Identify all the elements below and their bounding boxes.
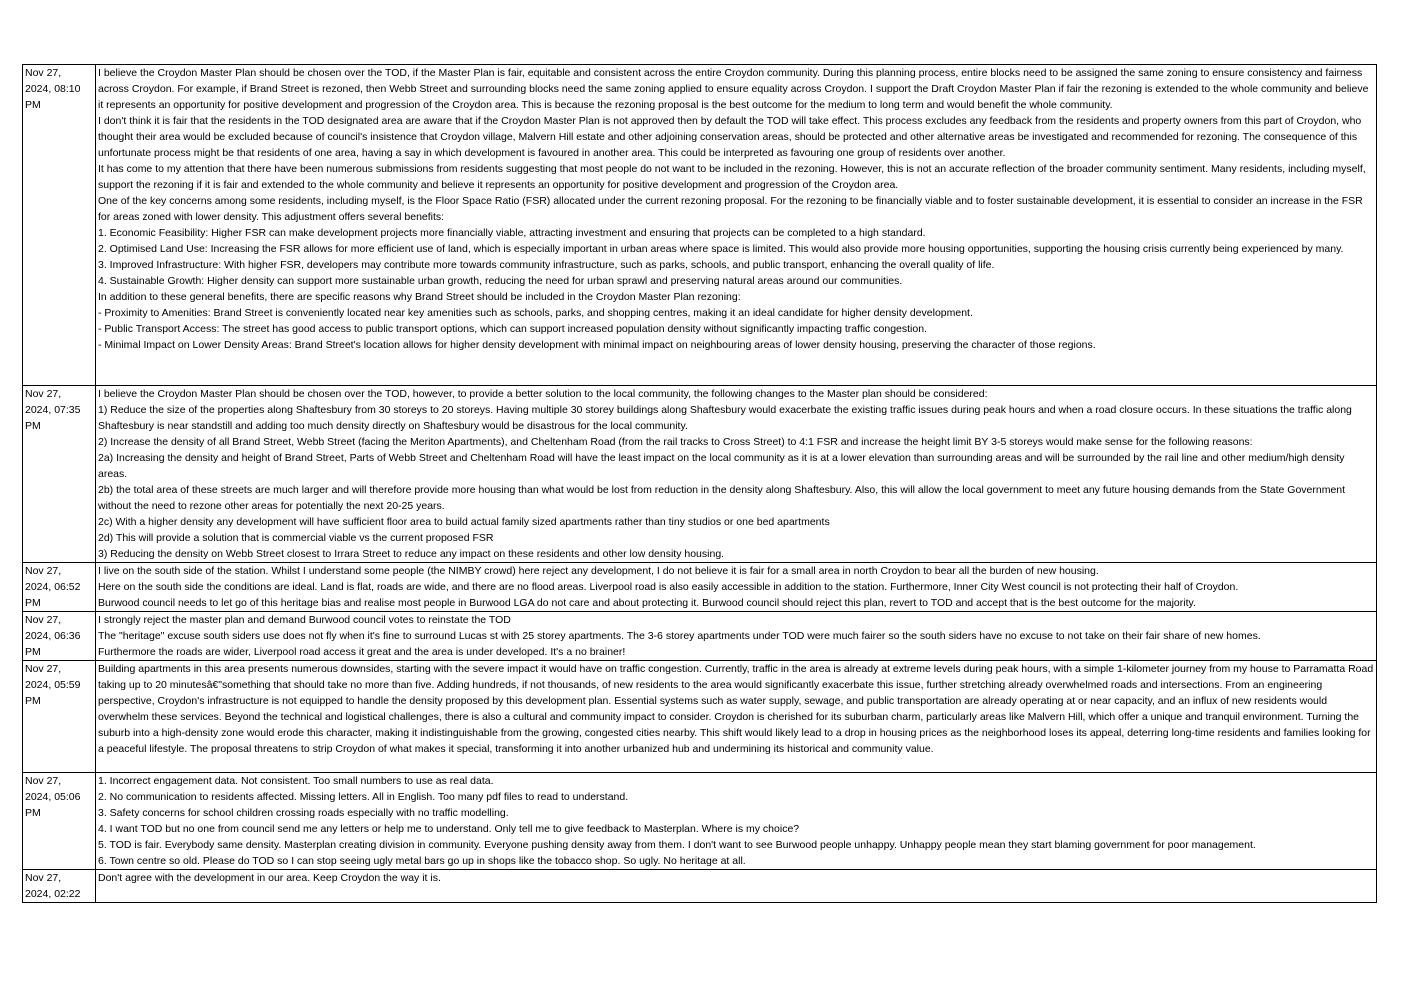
comment-paragraph: 3) Reducing the density on Webb Street closest to Irrara Street to reduce any impact on these residents and other low density housing. xyxy=(98,548,725,560)
comment-text xyxy=(96,661,1377,773)
comment-paragraph: I strongly reject the master plan and demand Burwood council votes to reinstate the TOD xyxy=(98,614,511,626)
comment-paragraph: 1. Economic Feasibility: Higher FSR can make development projects more financially viable, attracting investment and ensuring that projects can be completed to a high standard. xyxy=(98,227,926,239)
comment-paragraph: 2b) the total area of these streets are much larger and will therefore provide more housing than what would be lost from reduction in the density along Shaftesbury. Also, this will allow the local government to meet any future housing demands from the State Government without the need to rezone other areas for potentially the next 20-25 years. xyxy=(98,484,1346,512)
comment-paragraph: 1) Reduce the size of the properties along Shaftesbury from 30 storeys to 20 storeys. Having multiple 30 storey buildings along Shaftesbury would exacerbate the existing traffic issues during peak hours and when a road closure occurs. In these situations the traffic along Shaftesbury is near standstill and adding too much density directly on Shaftesbury would be disastrous for the local community. xyxy=(98,404,1352,432)
comment-paragraph: 5. TOD is fair. Everybody same density. Masterplan creating division in community. Everyone pushing density away from them. I don't want to see Burwood people unhappy. Unhappy people mean they start blaming government for poor management. xyxy=(98,839,1256,851)
comment-text xyxy=(96,563,1377,612)
comment-text xyxy=(96,386,1377,563)
comment-paragraph: 3. Improved Infrastructure: With higher FSR, developers may contribute more towards community infrastructure, such as parks, schools, and public transport, enhancing the overall quality of life. xyxy=(98,259,995,271)
comment-paragraph: Burwood council needs to let go of this heritage bias and realise most people in Burwood LGA do not care and about protecting it. Burwood council should reject this plan, revert to TOD and accept that is the best outcome for the majority. xyxy=(98,597,1196,609)
comment-paragraph: 4. Sustainable Growth: Higher density can support more sustainable urban growth, reducing the need for urban sprawl and preserving natural areas around our communities. xyxy=(98,275,903,287)
comments-table xyxy=(22,64,1377,903)
comment-date: Nov 27, 2024, 02:22 xyxy=(23,870,96,903)
comment-date: Nov 27, 2024, 05:06 PM xyxy=(23,773,96,870)
table-row xyxy=(23,386,1377,563)
comment-date: Nov 27, 2024, 06:36 PM xyxy=(23,612,96,661)
comment-paragraph: One of the key concerns among some residents, including myself, is the Floor Space Ratio (FSR) allocated under the current rezoning proposal. For the rezoning to be financially viable and to foster sustainable development, it is essential to consider an increase in the FSR for areas zoned with lower density. This adjustment offers several benefits: xyxy=(98,195,1363,223)
comment-date: Nov 27, 2024, 06:52 PM xyxy=(23,563,96,612)
comment-paragraph: 6. Town centre so old. Please do TOD so I can stop seeing ugly metal bars go up in shops like the tobacco shop. So ugly. No heritage at all. xyxy=(98,855,746,867)
table-row xyxy=(23,65,1377,386)
comment-paragraph: 2d) This will provide a solution that is commercial viable vs the current proposed FSR xyxy=(98,532,494,544)
table-row xyxy=(23,563,1377,612)
comment-paragraph: Here on the south side the conditions are ideal. Land is flat, roads are wide, and there are no flood areas. Liverpool road is also easily accessible in addition to the station. Furthermore, Inner City West council is not protecting their half of Croydon. xyxy=(98,581,1239,593)
comment-text xyxy=(96,870,1377,903)
comment-paragraph: I live on the south side of the station. Whilst I understand some people (the NIMBY crowd) here reject any development, I do not believe it is fair for a small area in north Croydon to bear all the burden of new housing. xyxy=(98,565,1099,577)
comment-date: Nov 27, 2024, 05:59 PM xyxy=(23,661,96,773)
table-row xyxy=(23,773,1377,870)
table-row xyxy=(23,612,1377,661)
comment-text xyxy=(96,612,1377,661)
comment-date: Nov 27, 2024, 07:35 PM xyxy=(23,386,96,563)
comment-paragraph: Don't agree with the development in our area. Keep Croydon the way it is. xyxy=(98,872,441,884)
comment-paragraph: I believe the Croydon Master Plan should be chosen over the TOD, if the Master Plan is fair, equitable and consistent across the entire Croydon community. During this planning process, entire blocks need to be assigned the same zoning to ensure consistency and fairness across Croydon. For example, if Brand Street is rezoned, then Webb Street and surrounding blocks need the same zoning applied to ensure equality across Croydon. I support the Draft Croydon Master Plan if fair the rezoning is extended to the whole community and believe it represents an opportunity for positive development and progression of the Croydon area. This is because the rezoning proposal is the best outcome for the medium to long term and would benefit the whole community. xyxy=(98,67,1369,111)
comment-paragraph: 2) Increase the density of all Brand Street, Webb Street (facing the Meriton Apartments), and Cheltenham Road (from the rail tracks to Cross Street) to 4:1 FSR and increase the height limit BY 3-5 storeys would make sense for the following reasons: xyxy=(98,436,1253,448)
comment-paragraph: 1. Incorrect engagement data. Not consistent. Too small numbers to use as real data. xyxy=(98,775,494,787)
comment-paragraph: - Proximity to Amenities: Brand Street is conveniently located near key amenities such as schools, parks, and shopping centres, making it an ideal candidate for higher density development. xyxy=(98,307,973,319)
comments-table-body xyxy=(23,65,1377,903)
comment-paragraph: I believe the Croydon Master Plan should be chosen over the TOD, however, to provide a better solution to the local community, the following changes to the Master plan should be considered: xyxy=(98,388,988,400)
comment-paragraph: The "heritage" excuse south siders use does not fly when it's fine to surround Lucas st with 25 storey apartments. The 3-6 storey apartments under TOD were much fairer so the south siders have no excuse to not take on their fair share of new homes. xyxy=(98,630,1261,642)
comment-paragraph: 2c) With a higher density any development will have sufficient floor area to build actual family sized apartments rather than tiny studios or one bed apartments xyxy=(98,516,830,528)
comment-text xyxy=(96,773,1377,870)
comment-paragraph: In addition to these general benefits, there are specific reasons why Brand Street should be included in the Croydon Master Plan rezoning: xyxy=(98,291,741,303)
table-row xyxy=(23,661,1377,773)
comment-paragraph: 4. I want TOD but no one from council send me any letters or help me to understand. Only tell me to give feedback to Masterplan. Where is my choice? xyxy=(98,823,800,835)
comment-paragraph: It has come to my attention that there have been numerous submissions from residents suggesting that most people do not want to be included in the rezoning. However, this is not an accurate reflection of the broader community sentiment. Many residents, including myself, support the rezoning if it is fair and extended to the whole community and believe it represents an opportunity for positive development and progression of the Croydon area. xyxy=(98,163,1366,191)
comment-paragraph: - Public Transport Access: The street has good access to public transport options, which can support increased population density without significantly impacting traffic congestion. xyxy=(98,323,927,335)
comment-paragraph: 2. No communication to residents affected. Missing letters. All in English. Too many pdf files to read to understand. xyxy=(98,791,629,803)
comment-paragraph: I don't think it is fair that the residents in the TOD designated area are aware that if the Croydon Master Plan is not approved then by default the TOD will take effect. This process excludes any feedback from the residents and property owners from this part of Croydon, who thought their area would be excluded because of council's insistence that Croydon village, Malvern Hill estate and other adjoining conservation areas, should be protected and other alternative areas be investigated and recommended for rezoning. The consequence of this unfortunate process might be that residents of one area, having a say in which development is favoured in another area. This could be interpreted as favouring one group of residents over another. xyxy=(98,115,1362,159)
comment-paragraph: 2. Optimised Land Use: Increasing the FSR allows for more efficient use of land, which is especially important in urban areas where space is limited. This would also provide more housing opportunities, supporting the housing crisis currently being experienced by many. xyxy=(98,243,1344,255)
comment-paragraph: Furthermore the roads are wider, Liverpool road access it great and the area is under developed. It's a no brainer! xyxy=(98,646,626,658)
comment-paragraph: - Minimal Impact on Lower Density Areas: Brand Street's location allows for higher density development with minimal impact on neighbouring areas of lower density housing, preserving the character of those regions. xyxy=(98,339,1096,351)
comment-paragraph: 3. Safety concerns for school children crossing roads especially with no traffic modelling. xyxy=(98,807,509,819)
comment-paragraph: 2a) Increasing the density and height of Brand Street, Parts of Webb Street and Cheltenham Road will have the least impact on the local community as it is at a lower elevation than surrounding areas and will be surrounded by the rail line and other medium/high density areas. xyxy=(98,452,1345,480)
comment-date: Nov 27, 2024, 08:10 PM xyxy=(23,65,96,386)
table-row xyxy=(23,870,1377,903)
comment-paragraph: Building apartments in this area presents numerous downsides, starting with the severe impact it would have on traffic congestion. Currently, traffic in the area is already at extreme levels during peak hours, with a simple 1-kilometer journey from my house to Parramatta Road taking up to 20 minutesâ€"something that should take no more than five. Adding hundreds, if not thousands, of new residents to the area would significantly exacerbate this issue, further stretching already overwhelmed roads and intersections. From an engineering perspective, Croydon's infrastructure is not equipped to handle the density proposed by this development plan. Essential systems such as water supply, sewage, and public transportation are already operating at or near capacity, and an influx of new residents would overwhelm these services. Beyond the technical and logistical challenges, there is also a cultural and community impact to consider. Croydon is cherished for its suburban charm, particularly areas like Malvern Hill, which offer a unique and tranquil environment. Turning the suburb into a high-density zone would erode this character, making it indistinguishable from the growing, congested cities nearby. This shift would likely lead to a drop in housing prices as the neighborhood loses its appeal, deterring long-time residents and families looking for a peaceful lifestyle. The proposal threatens to strip Croydon of what makes it special, transforming it into another urbanized hub and undermining its historical and community value. xyxy=(98,663,1374,755)
comment-text xyxy=(96,65,1377,386)
